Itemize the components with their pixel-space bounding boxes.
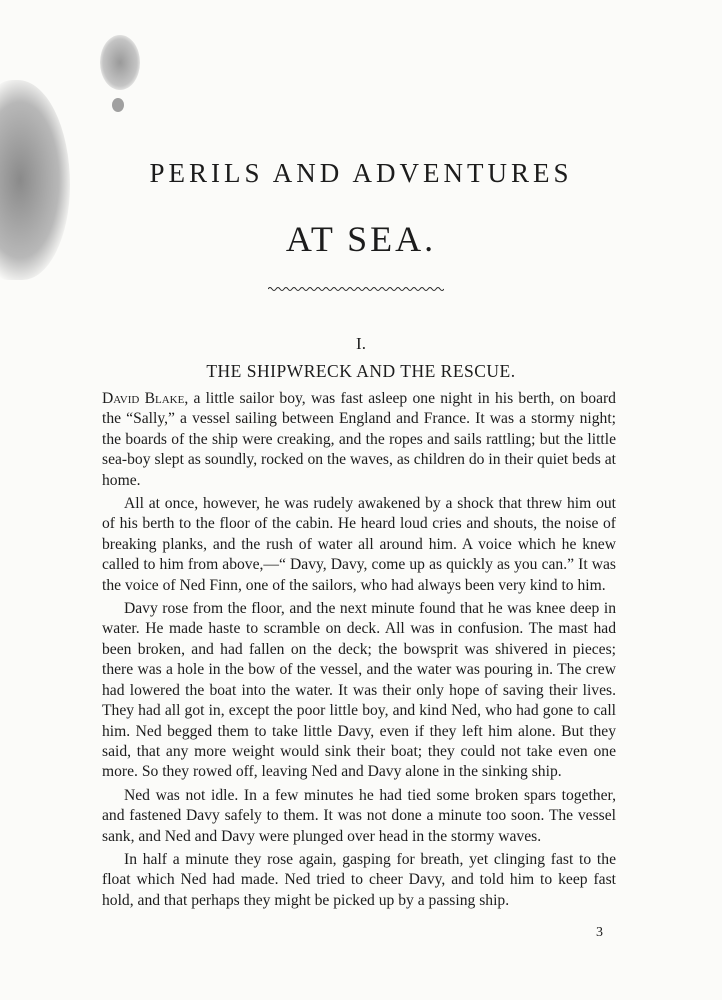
decorative-wavy-rule bbox=[268, 286, 444, 292]
paragraph: Ned was not idle. In a few minutes he had tied some broken spars together, and fastened Davy safely to them. It was not done a minute too soon. The vessel sank, and Ned and Davy were plunged over head in the stormy waves. bbox=[102, 786, 616, 845]
ink-spot bbox=[112, 98, 124, 112]
book-title-line2: AT SEA. bbox=[285, 219, 437, 259]
paragraph: Davy rose from the floor, and the next minute found that he was knee deep in water. He made haste to scramble on deck. All was in confusion. The mast had been broken, and had fallen on the deck; the bowsprit was shivered in pieces; there was a hole in the bow of the vessel, and the water was pouring in. The crew had lowered the boat into the water. It was their only hope of saving their lives. They had all got in, except the poor little boy, and kind Ned, who had gone to call him. Ned begged them to take little Davy, even if they left him alone. But they said, that any more weight would sink their boat; they could not take even one more. So they rowed off, leaving Ned and Davy alone in the sinking ship. bbox=[102, 600, 616, 781]
page-number: 3 bbox=[596, 925, 603, 940]
paragraph-text: , a little sailor boy, was fast asleep one night in his berth, on board the “Sally,” a vessel sailing between England and France. It was a stormy night; the boards of the ship were creaking, and the ropes and sails rattling; but the little sea-boy slept as soundly, rocked on the waves, as children do in their quiet beds at home. bbox=[102, 390, 616, 489]
chapter-number: I. bbox=[356, 334, 366, 353]
body-text bbox=[102, 389, 616, 914]
paragraph bbox=[102, 389, 616, 491]
paragraph: In half a minute they rose again, gasping for breath, yet clinging fast to the float which Ned had made. Ned tried to cheer Davy, and told him to keep fast hold, and that perhaps they might be picked up by a passing ship. bbox=[102, 850, 616, 909]
paragraph: All at once, however, he was rudely awakened by a shock that threw him out of his berth to the floor of the cabin. He heard loud cries and shouts, the noise of breaking planks, and the rush of water all around him. A voice which he knew called to him from above,—“ Davy, Davy, come up as quickly as you can.” It was the voice of Ned Finn, one of the sailors, who had always been very kind to him. bbox=[102, 495, 616, 594]
chapter-title: THE SHIPWRECK AND THE RESCUE. bbox=[206, 361, 516, 381]
paragraph-lead: David Blake bbox=[102, 390, 185, 407]
book-title-line1: PERILS AND ADVENTURES bbox=[149, 158, 573, 188]
ink-stain-small bbox=[100, 35, 140, 90]
